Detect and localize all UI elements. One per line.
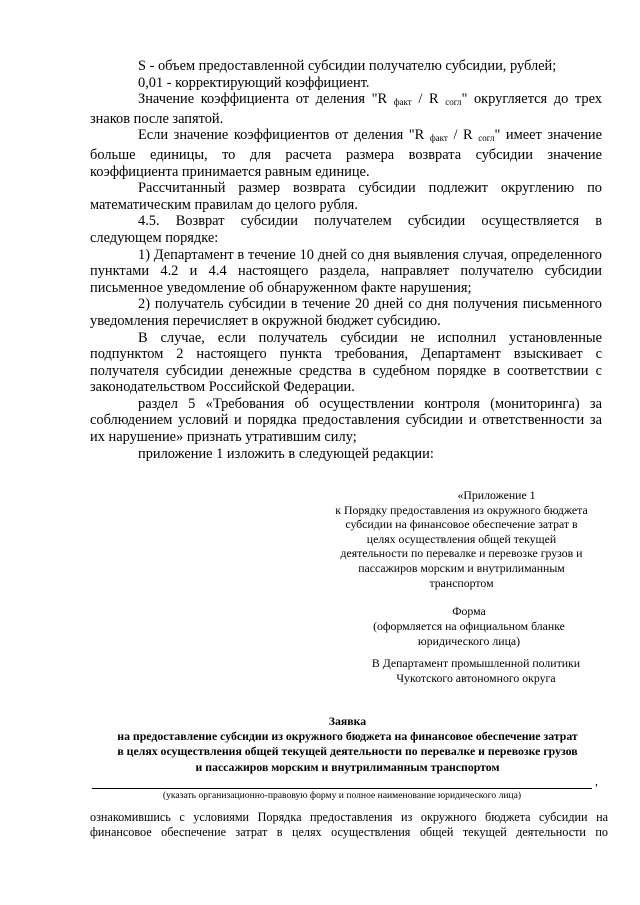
tail-text	[90, 810, 608, 840]
subscript-agreed: согл	[445, 97, 462, 108]
appendix-line: субсидии на финансовое обеспечение затрат в	[345, 517, 578, 532]
addressee-line: В Департамент промышленной политики	[371, 656, 581, 670]
body-text	[90, 58, 602, 462]
p4-pre: Если значение коэффициентов от деления "R	[138, 127, 430, 144]
application-title	[85, 714, 610, 775]
p3-post: " округляется до трех знаков после запятой.	[90, 91, 602, 127]
appendix-line: транспортом	[429, 575, 494, 590]
organization-name-hint: (указать организационно-правовую форму и полное наименование юридического лица)	[162, 790, 522, 801]
p3-mid: / R	[411, 91, 446, 108]
appendix-note	[318, 488, 605, 590]
subscript-fact: факт	[429, 133, 448, 144]
addressee-line: Чукотского автономного округа	[396, 671, 556, 685]
appendix-heading: «Приложение 1	[457, 488, 536, 502]
form-instruction-line: юридического лица)	[417, 634, 521, 648]
paragraph-refund-procedure: 4.5. Возврат субсидии получателем субсидии осуществляется в следующем порядке:	[90, 213, 602, 246]
p3-pre: Значение коэффициента от деления "R	[138, 91, 394, 108]
paragraph-appendix-1-intro: приложение 1 изложить в следующей редакции:	[138, 445, 434, 462]
appendix-line: деятельности по перевалке и перевозке грузов и	[340, 546, 583, 561]
title-word: Заявка	[328, 714, 367, 728]
appendix-line: к Порядку предоставления из окружного бюджета	[335, 502, 588, 517]
form-instruction-line: (оформляется на официальном бланке	[373, 619, 565, 633]
paragraph-coefficient-cap	[90, 127, 602, 180]
title-line: в целях осуществления общей текущей деятельности по перевалке и перевозке грузов	[117, 744, 578, 759]
paragraph-coefficient-rounding	[90, 91, 602, 127]
paragraph-subsidy-volume: S - объем предоставленной субсидии получателю субсидии, рублей;	[138, 58, 557, 74]
field-comma: ,	[595, 774, 598, 788]
subscript-fact: факт	[393, 97, 412, 108]
tail-line: финансовое обеспечение затрат в целях осуществления общей текущей деятельности по	[90, 825, 608, 840]
organization-name-field	[92, 788, 592, 789]
paragraph-section-5-repeal: раздел 5 «Требования об осуществлении контроля (мониторинга) за соблюдением условий и порядка предоставления субсидии и ответственности за их нарушение» признать утратившим силу;	[90, 395, 602, 446]
form-label: Форма	[452, 604, 486, 618]
appendix-line: пассажиров морским и внутрилиманным	[358, 560, 565, 575]
form-note	[330, 604, 608, 649]
paragraph-step-2: 2) получатель субсидии в течение 20 дней со дня получения письменного уведомления перечисляет в окружной бюджет субсидию.	[90, 296, 602, 329]
subscript-agreed: согл	[478, 133, 495, 144]
paragraph-correction-coefficient: 0,01 - корректирующий коэффициент.	[138, 74, 370, 91]
addressee	[340, 656, 612, 686]
tail-line: ознакомившись с условиями Порядка предоставления из окружного бюджета субсидии на	[90, 810, 608, 824]
p4-mid: / R	[447, 127, 479, 144]
title-line: на предоставление субсидии из окружного бюджета на финансовое обеспечение затрат	[117, 729, 578, 744]
paragraph-recovery: В случае, если получатель субсидии не исполнил установленные подпунктом 2 настоящего пункта требования, Департамент взыскивает с получателя субсидии денежные средства в судебном порядке в соответствии с законодательством Российской Федерации.	[90, 329, 602, 396]
paragraph-refund-rounding: Рассчитанный размер возврата субсидии подлежит округлению по математическим правилам до целого рубля.	[90, 180, 602, 213]
title-line: и пассажиров морским и внутрилиманным транспортом	[195, 759, 500, 774]
paragraph-step-1: 1) Департамент в течение 10 дней со дня выявления случая, определенного пунктами 4.2 и 4.4 настоящего раздела, направляет получателю субсидии письменное уведомление об обнаруженном факте нарушения;	[90, 246, 602, 296]
appendix-line: целях осуществления общей текущей	[366, 531, 557, 546]
p4-post: " имеет значение больше единицы, то для расчета размера возврата субсидии значение коэффициента принимается равным единице.	[90, 127, 603, 180]
